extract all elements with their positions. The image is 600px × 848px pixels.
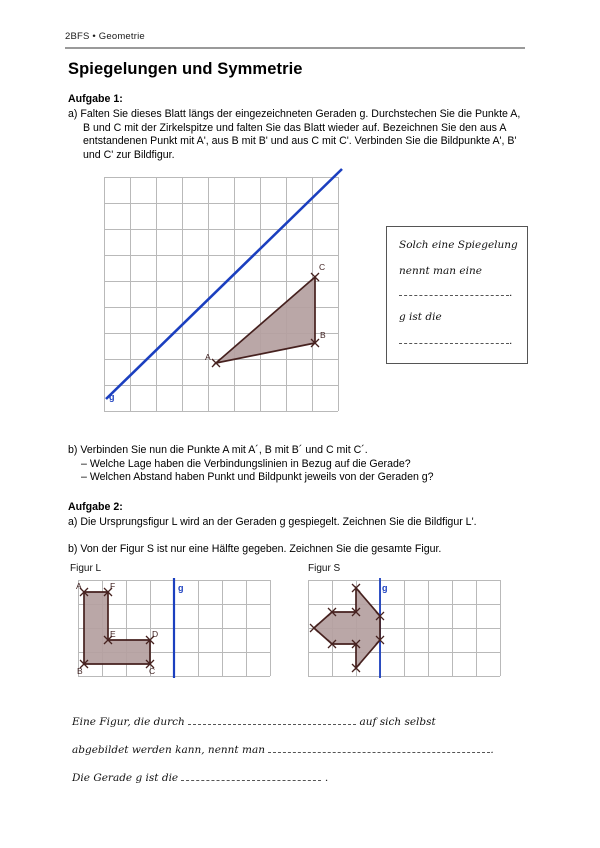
task2-a-marker: a): [68, 516, 78, 528]
figure-s-drawing: [308, 580, 500, 676]
polygon-figure-l: [84, 592, 150, 664]
figure-l-label-c: C: [149, 666, 156, 676]
task1-b: [68, 444, 538, 485]
task1-a: [68, 108, 528, 162]
bottom-line-3[interactable]: [72, 772, 328, 784]
figure1-g-label: g: [109, 392, 115, 402]
triangle-abc: [216, 277, 315, 363]
figure-l-label-f: F: [110, 581, 116, 591]
page-title: Spiegelungen und Symmetrie: [68, 60, 303, 78]
blank-field-1[interactable]: [399, 295, 509, 296]
task1-a-marker: a): [68, 108, 78, 120]
figure1-point-label-b: B: [320, 330, 326, 340]
task1-b-text: Verbinden Sie nun die Punkte A mit A´, B mit B´ und C mit C´.: [80, 444, 368, 456]
figure-l-caption: Figur L: [70, 563, 102, 574]
task1-b-marker: b): [68, 444, 78, 456]
task2-a: [68, 516, 538, 530]
answer-box: [386, 226, 528, 364]
answer-box-line3: g ist die: [399, 311, 442, 323]
polygon-figure-s: [314, 588, 380, 668]
figure1-drawing: [104, 177, 338, 411]
figure-l-label-a: A: [76, 581, 82, 591]
header-divider: [65, 47, 525, 49]
grid-line-vertical: [270, 580, 271, 676]
answer-box-blank1[interactable]: [399, 287, 512, 299]
answer-box-line2: nennt man eine: [399, 265, 482, 277]
grid-line-horizontal: [104, 411, 338, 412]
blank-field-4[interactable]: [268, 752, 490, 753]
bottom-line-2-post: .: [490, 744, 494, 756]
task2-b: [68, 543, 538, 557]
bottom-line-1[interactable]: [72, 716, 436, 728]
task2-b-text: Von der Figur S ist nur eine Hälfte gegeben. Zeichnen Sie die gesamte Figur.: [80, 543, 442, 555]
task1-b-dash2: – Welchen Abstand haben Punkt und Bildpunkt jeweils von der Geraden g?: [81, 471, 434, 484]
task1-a-text: Falten Sie dieses Blatt längs der eingezeichneten Geraden g. Durchstechen Sie die Punkte A, B und C mit der Zirkelspitze und falten Sie das Blatt wieder auf. Bezeichnen Sie den aus A entstandenen Punkt mit A', aus B mit B' und aus C mit C'. Verbinden Sie die Bildpunkte A', B' und C' zur Bildfigur.: [80, 108, 521, 161]
answer-box-blank1-suffix: .: [509, 287, 513, 299]
figure-l-drawing: [78, 580, 270, 676]
task1-b-dash1: – Welche Lage haben die Verbindungslinien in Bezug auf die Gerade?: [81, 457, 411, 470]
bottom-line-1-pre: Eine Figur, die durch: [72, 716, 185, 728]
blank-field-2[interactable]: [399, 343, 509, 344]
grid-line-vertical: [338, 177, 339, 411]
bottom-line-3-pre: Die Gerade g ist die: [72, 772, 179, 784]
answer-box-blank2[interactable]: [399, 335, 512, 347]
task2-a-text: Die Ursprungsfigur L wird an der Geraden g gespiegelt. Zeichnen Sie die Bildfigur L'.: [80, 516, 477, 528]
figure-l-label-d: D: [152, 629, 159, 639]
blank-field-3[interactable]: [188, 724, 356, 725]
figure-s-caption: Figur S: [308, 563, 341, 574]
task1-heading: Aufgabe 1:: [68, 93, 123, 105]
figure1-point-label-c: C: [319, 262, 326, 272]
answer-box-blank2-suffix: .: [509, 335, 513, 347]
figure1-point-label-a: A: [205, 352, 211, 362]
figure-l-label-b: B: [77, 666, 83, 676]
answer-box-line1: Solch eine Spiegelung: [399, 239, 518, 251]
figure-s-g-label: g: [382, 583, 388, 593]
task2-heading: Aufgabe 2:: [68, 501, 123, 513]
bottom-line-1-post: auf sich selbst: [359, 716, 436, 728]
bottom-line-2-pre: abgebildet werden kann, nennt man: [72, 744, 265, 756]
page-header-course: 2BFS • Geometrie: [65, 31, 145, 42]
grid-line-horizontal: [308, 676, 500, 677]
figure-l-label-e: E: [110, 629, 116, 639]
task2-b-marker: b): [68, 543, 78, 555]
figure-l-g-label: g: [178, 583, 184, 593]
blank-field-5[interactable]: [181, 780, 321, 781]
bottom-line-3-post: .: [324, 772, 329, 784]
grid-line-vertical: [500, 580, 501, 676]
bottom-line-2[interactable]: [72, 744, 494, 756]
